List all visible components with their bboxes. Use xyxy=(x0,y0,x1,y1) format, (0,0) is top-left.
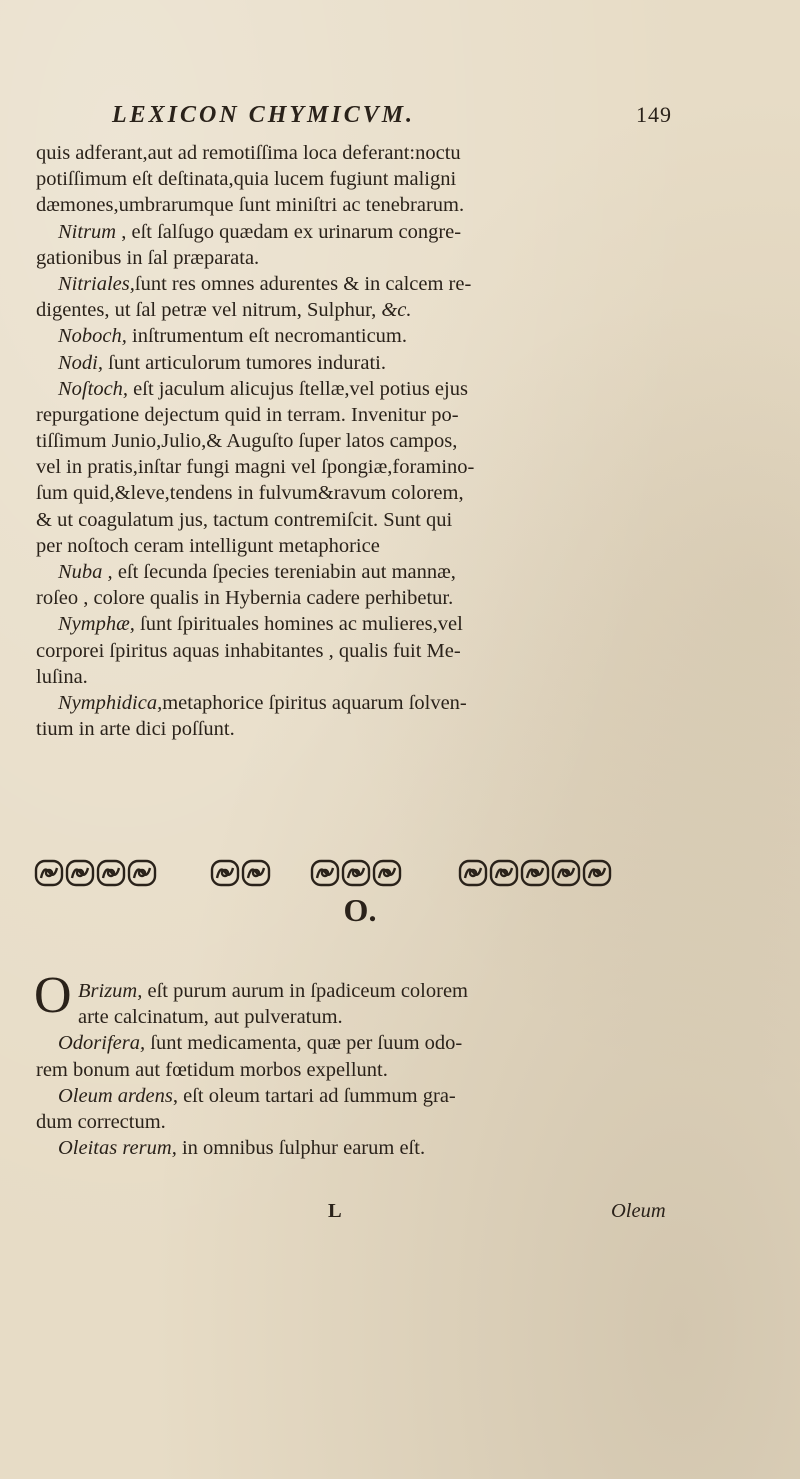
text-line: digentes, ut ſal petræ vel nitrum, Sulphur, &c. xyxy=(36,299,412,322)
text-line: luſina. xyxy=(36,665,88,688)
text-line: ſum quid,&leve,tendens in fulvum&ravum colorem, xyxy=(36,482,464,505)
text-line: tiſſimum Junio,Julio,& Auguſto ſuper latos campos, xyxy=(36,430,458,453)
page-number: 149 xyxy=(636,102,672,127)
entry-nitrum: Nitrum , eſt ſalſugo quædam ex urinarum congre- xyxy=(58,220,462,243)
running-head-title: LEXICON CHYMICVM. xyxy=(112,102,416,128)
text-line: repurgatione dejectum quid in terram. Invenitur po- xyxy=(36,403,459,426)
text-line: gationibus in ſal præparata. xyxy=(36,246,260,269)
page-footer xyxy=(36,1200,676,1228)
entry-term: Noſtoch, xyxy=(58,377,129,400)
text-line: arte calcinatum, aut pulveratum. xyxy=(78,1006,343,1029)
entry-term: Nymphæ, xyxy=(58,613,135,636)
text-line: & ut coagulatum jus, tactum contremiſcit. Sunt qui xyxy=(36,508,453,531)
entry-term: Brizum, xyxy=(78,980,143,1002)
text-line: quis adferant,aut ad remotiſſima loca deferant:noctu xyxy=(36,142,461,164)
entries-o xyxy=(34,967,676,1161)
entry-nuba: Nuba , eſt ſecunda ſpecies tereniabin aut mannæ, xyxy=(58,561,456,583)
section-letter: O. xyxy=(343,892,377,928)
entry-nitriales: Nitriales,ſunt res omnes adurentes & in calcem re- xyxy=(58,272,472,295)
signature-mark: L xyxy=(328,1200,342,1222)
text-line: rem bonum aut fœtidum morbos expellunt. xyxy=(36,1058,388,1081)
catchword: Oleum xyxy=(611,1200,666,1222)
entry-term: Nymphidica, xyxy=(58,691,163,714)
entry-term: Oleum ardens xyxy=(58,1084,173,1107)
entry-odorifera: Odorifera, ſunt medicamenta, quæ per ſuum odo- xyxy=(58,1032,463,1055)
entry-nymphae: Nymphæ, ſunt ſpirituales homines ac mulieres,vel xyxy=(58,613,463,636)
running-head xyxy=(112,102,672,138)
entry-oleum-ardens: Oleum ardens, eſt oleum tartari ad ſummum gra- xyxy=(58,1084,456,1107)
entry-noboch: Noboch, inſtrumentum eſt necromanticum. xyxy=(58,325,407,348)
entry-term: Nitriales, xyxy=(58,272,135,295)
ornament-band-icon xyxy=(34,858,674,888)
text-line: potiſſimum eſt deſtinata,quia lucem fugiunt maligni xyxy=(36,168,457,191)
text-line: tium in arte dici poſſunt. xyxy=(36,718,235,741)
entry-term: Nitrum xyxy=(58,220,117,243)
entry-term: Nuba , xyxy=(58,561,113,583)
text-line: dæmones,umbrarumque ſunt miniſtri ac tenebrarum. xyxy=(36,194,465,217)
entry-oleitas-rerum: Oleitas rerum, in omnibus ſulphur earum eſt. xyxy=(58,1137,426,1160)
entry-nostoch: Noſtoch, eſt jaculum alicujus ſtellæ,vel potius ejus xyxy=(58,377,468,400)
text-line: per noſtoch ceram intelligunt metaphorice xyxy=(36,534,380,557)
text-line: corporei ſpiritus aquas inhabitantes , qualis fuit Me- xyxy=(36,639,461,662)
entry-term: Oleitas rerum, xyxy=(58,1137,177,1160)
entry-term: Odorifera, xyxy=(58,1032,146,1055)
entries-n xyxy=(36,140,676,742)
text-line: roſeo , colore qualis in Hybernia cadere perhibetur. xyxy=(36,587,454,610)
text-line: vel in pratis,inſtar fungi magni vel ſpongiæ,foramino- xyxy=(36,456,475,479)
dropcap-letter: O xyxy=(34,967,72,1024)
entry-term: Noboch, xyxy=(58,325,127,348)
entry-obrizum: Brizum, eſt purum aurum in ſpadiceum colorem xyxy=(78,980,468,1002)
entry-term: Nodi, xyxy=(58,351,103,374)
entry-nodi: Nodi, ſunt articulorum tumores indurati. xyxy=(58,351,386,374)
text-line: dum correctum. xyxy=(36,1110,166,1133)
entry-nymphidica: Nymphidica,metaphorice ſpiritus aquarum ſolven- xyxy=(58,691,467,714)
